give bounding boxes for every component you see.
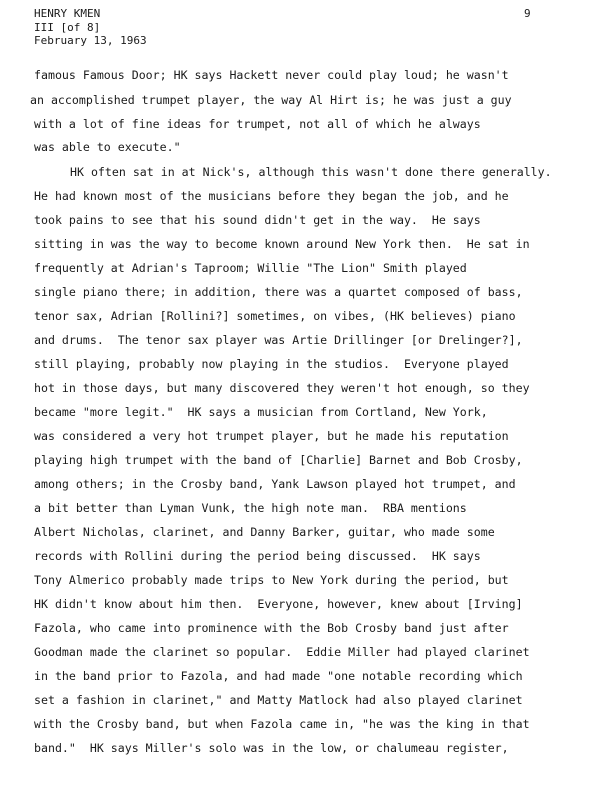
text-line: He had known most of the musicians before they began the job, and he (34, 189, 509, 203)
text-line: set a fashion in clarinet," and Matty Matlock had also played clarinet (34, 693, 523, 707)
interviewee-name: HENRY KMEN (34, 7, 101, 20)
text-line: famous Famous Door; HK says Hackett never could play loud; he wasn't (34, 68, 509, 82)
text-line: an accomplished trumpet player, the way Al Hirt is; he was just a guy (30, 93, 512, 107)
text-line: HK didn't know about him then. Everyone, however, knew about [Irving] (34, 597, 523, 611)
text-line: among others; in the Crosby band, Yank Lawson played hot trumpet, and (34, 477, 516, 491)
text-line: playing high trumpet with the band of [Charlie] Barnet and Bob Crosby, (34, 453, 523, 467)
text-line: and drums. The tenor sax player was Artie Drillinger [or Drelinger?], (34, 333, 523, 347)
text-line: band." HK says Miller's solo was in the low, or chalumeau register, (34, 741, 509, 755)
text-line: became "more legit." HK says a musician from Cortland, New York, (34, 405, 488, 419)
page-header (34, 7, 147, 48)
text-line: sitting in was the way to become known around New York then. He sat in (34, 237, 530, 251)
text-line: Fazola, who came into prominence with the Bob Crosby band just after (34, 621, 509, 635)
text-line: single piano there; in addition, there was a quartet composed of bass, (34, 285, 523, 299)
text-line: was able to execute." (34, 140, 181, 154)
text-line: HK often sat in at Nick's, although this wasn't done there generally. (70, 165, 552, 179)
text-line: was considered a very hot trumpet player, but he made his reputation (34, 429, 509, 443)
text-line: Goodman made the clarinet so popular. Eddie Miller had played clarinet (34, 645, 530, 659)
reel-part: III [of 8] (34, 20, 101, 34)
text-line: in the band prior to Fazola, and had made "one notable recording which (34, 669, 523, 683)
text-line: Tony Almerico probably made trips to New York during the period, but (34, 573, 509, 587)
text-line: with a lot of fine ideas for trumpet, not all of which he always (34, 117, 481, 131)
text-line: still playing, probably now playing in the studios. Everyone played (34, 357, 509, 371)
text-line: tenor sax, Adrian [Rollini?] sometimes, on vibes, (HK believes) piano (34, 309, 516, 323)
text-line: took pains to see that his sound didn't get in the way. He says (34, 213, 481, 227)
text-line: with the Crosby band, but when Fazola came in, "he was the king in that (34, 717, 530, 731)
text-line: Albert Nicholas, clarinet, and Danny Barker, guitar, who made some (34, 525, 495, 539)
text-line: records with Rollini during the period being discussed. HK says (34, 549, 481, 563)
text-line: frequently at Adrian's Taproom; Willie "The Lion" Smith played (34, 261, 467, 275)
text-line: hot in those days, but many discovered they weren't hot enough, so they (34, 381, 530, 395)
page-number: 9 (524, 7, 531, 20)
text-line: a bit better than Lyman Vunk, the high note man. RBA mentions (34, 501, 467, 515)
interview-date: February 13, 1963 (34, 34, 147, 47)
